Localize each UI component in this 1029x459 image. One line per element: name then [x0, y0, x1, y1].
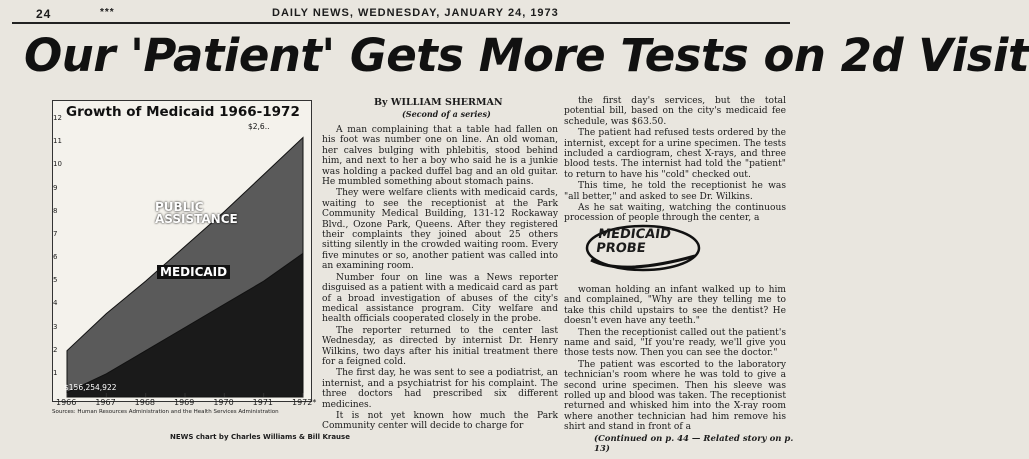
paragraph: woman holding an infant walked up to him and complained, "Why are they telling me to take this child upstairs to see the dentist? He doesn't even have any teeth.": [564, 285, 786, 327]
x-tick-label: 1972*: [292, 398, 317, 407]
article-column-2-top: [564, 96, 786, 225]
masthead-rule: [12, 22, 790, 24]
series-label-public-assistance: [155, 201, 238, 225]
chart-value-bottom: $156,254,922: [64, 383, 117, 392]
paragraph: The patient was escorted to the laboratory technician's room where he was told to give a second urine specimen. Then his sleeve was rolled up and blood was taken. The receptionist returned and whisked him into the X-ray room where another technician had him remove his shirt and stand in front of a: [564, 359, 786, 433]
y-tick-label: 8: [53, 206, 58, 215]
x-tick-label: 1967: [95, 398, 116, 407]
paragraph: This time, he told the receptionist he was "all better," and asked to see Dr. Wilkins.: [564, 181, 786, 202]
y-tick-label: 7: [53, 229, 58, 238]
paragraph: Number four on line was a News reporter disguised as a patient with a medicaid card as part of a broad investigation of abuses of the city's medical assistance program. City welfare and health officials cooperated closely in the probe.: [322, 272, 558, 325]
article-column-2-bottom: [564, 285, 786, 434]
x-tick-label: 1966: [56, 398, 77, 407]
paragraph: They were welfare clients with medicaid cards, waiting to see the receptionist at the Park Community Medical Building, 131-12 Rockaway Blvd., Ozone Park, Queens. After they registered their complaints they joined about 25 others sitting silently in the crowded waiting room. Every five minutes or so, another patient was called into an examining room.: [322, 188, 558, 272]
headline: Our 'Patient' Gets More Tests on 2d Visit: [24, 29, 1029, 82]
y-tick-label: 6: [53, 253, 58, 261]
y-tick-label: 2: [53, 345, 58, 354]
paragraph: The reporter returned to the center last Wednesday, as directed by internist Dr. Henry Wilkins, two days after his initial treatment there for a feigned cold.: [322, 325, 558, 367]
chart-title: Growth of Medicaid 1966-1972: [66, 104, 300, 120]
byline: By WILLIAM SHERMAN: [374, 97, 503, 108]
page-number: 24: [36, 7, 52, 21]
chart-credit: NEWS chart by Charles Williams & Bill Krause: [170, 433, 350, 441]
y-tick-label: 5: [53, 276, 58, 285]
y-tick-label: 9: [53, 183, 58, 192]
masthead-line: [12, 6, 790, 22]
y-tick-label: 4: [53, 299, 58, 308]
edition-stars: ***: [100, 7, 115, 18]
paragraph: A man complaining that a table had fallen on his foot was number one on line. An old woman, her calves bulging with phlebitis, stood behind him, and next to her a boy who said he is a junkie was holding a packed duffel bag and an old guitar. He mumbled something about stomach pains.: [322, 125, 558, 188]
article-column-1: [322, 125, 558, 433]
paragraph: It is not yet known how much the Park Community center will decide to charge for: [322, 410, 558, 432]
y-tick-label: 10: [53, 160, 62, 169]
medicaid-chart: [52, 100, 312, 402]
y-tick-label: 11: [53, 137, 62, 146]
dateline: DAILY NEWS, WEDNESDAY, JANUARY 24, 1973: [272, 7, 559, 19]
chart-value-top: $2,6..: [248, 122, 270, 131]
y-tick-label: 3: [53, 322, 58, 331]
y-tick-label: 12: [53, 114, 62, 122]
series-note: (Second of a series): [402, 109, 491, 119]
paragraph: The patient had refused tests ordered by the internist, except for a urine specimen. The tests included a cardiogram, chest X-rays, and three blood tests. The internist had told the "patient" to return to have his "cold" checked out.: [564, 128, 786, 180]
series-label-medicaid: MEDICAID: [157, 265, 230, 279]
chart-plot: [53, 101, 311, 401]
x-tick-label: 1971: [252, 398, 274, 407]
paragraph: As he sat waiting, watching the continuous procession of people through the center, a: [564, 203, 786, 224]
x-tick-label: 1970: [213, 398, 234, 407]
x-tick-label: 1968: [134, 398, 156, 407]
y-tick-label: 1: [53, 368, 58, 377]
x-tick-label: 1969: [174, 398, 195, 407]
chart-source: Sources: Human Resources Administration and the Health Services Administration: [52, 409, 279, 415]
paragraph: Then the receptionist called out the patient's name and said, "If you're ready, we'll give you those tests now. Then you can see the doctor.": [564, 327, 786, 359]
public-assistance-label: PUBLIC ASSISTANCE: [155, 200, 238, 226]
medicaid-probe-logo-text: MEDICAID PROBE: [595, 227, 672, 256]
paragraph: the first day's services, but the total potential bill, based on the city's medicaid fee schedule, was $63.50.: [564, 96, 786, 127]
paragraph: The first day, he was sent to see a podiatrist, an internist, and a psychiatrist for his complaint. The three doctors had prescribed six different medicines.: [322, 368, 558, 410]
continued-note: (Continued on p. 44 — Related story on p. 13): [594, 434, 794, 454]
